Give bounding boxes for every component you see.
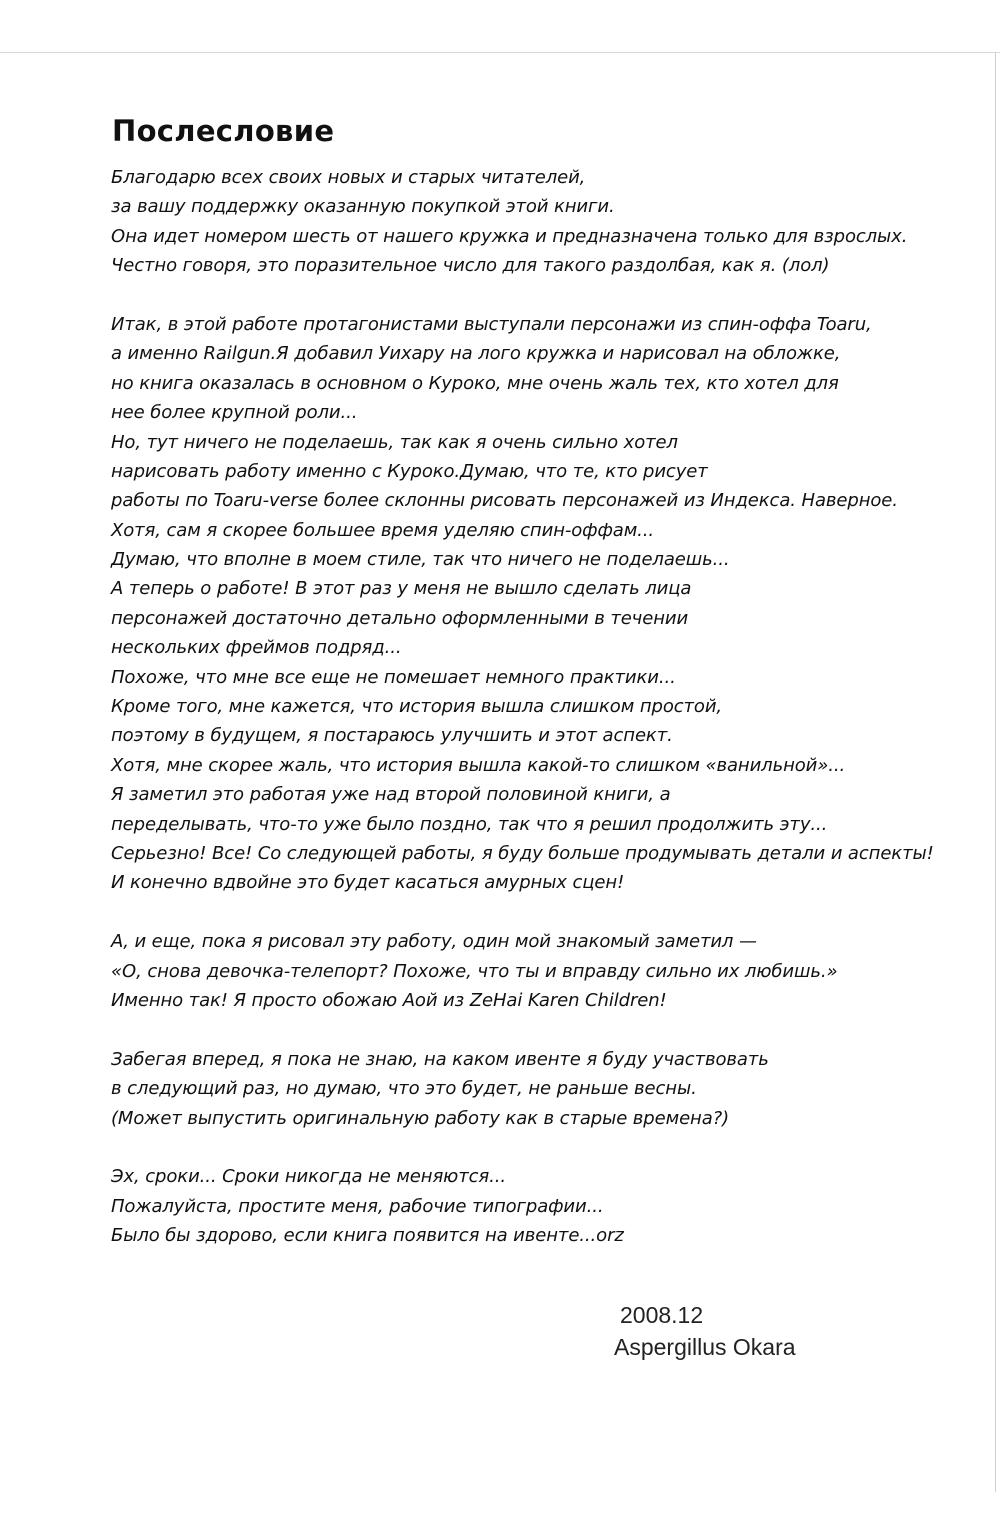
paragraph	[111, 927, 981, 1015]
paragraph-gap	[111, 1133, 981, 1162]
text-line: работы по Toaru-verse более склонны рисовать персонажей из Индекса. Наверное.	[111, 490, 898, 512]
signature-block	[614, 1299, 796, 1363]
text-line: Она идет номером шесть от нашего кружка и предназначена только для взрослых.	[111, 225, 908, 247]
paragraph-gap	[111, 281, 981, 310]
text-line: нескольких фреймов подряд...	[111, 637, 402, 659]
paragraph	[111, 1045, 981, 1133]
text-line: персонажей достаточно детально оформленными в течении	[111, 607, 689, 629]
paragraph	[111, 1162, 981, 1250]
page-right-edge	[995, 52, 996, 1492]
text-line: за вашу поддержку оказанную покупкой этой книги.	[111, 196, 615, 218]
text-line: Честно говоря, это поразительное число для такого раздолбая, как я. (лол)	[111, 255, 830, 277]
text-line: Но, тут ничего не поделаешь, так как я очень сильно хотел	[111, 431, 678, 453]
text-line: Именно так! Я просто обожаю Аой из ZeHai Karen Children!	[111, 989, 667, 1011]
text-line: А теперь о работе! В этот раз у меня не вышло сделать лица	[111, 578, 692, 600]
paragraph	[111, 163, 981, 281]
text-line: (Может выпустить оригинальную работу как в старые времена?)	[111, 1107, 730, 1129]
text-line: Благодарю всех своих новых и старых читателей,	[111, 167, 586, 188]
afterword-body	[111, 163, 981, 1250]
paragraph-gap	[111, 1015, 981, 1044]
text-line: Было бы здорово, если книга появится на ивенте...orz	[111, 1225, 624, 1247]
text-line: переделывать, что-то уже было поздно, так что я решил продолжить эту...	[111, 813, 828, 835]
text-line: поэтому в будущем, я постараюсь улучшить и этот аспект.	[111, 725, 673, 747]
page-title: Послесловие	[112, 114, 335, 148]
signature-date: 2008.12	[620, 1302, 704, 1328]
text-line: Думаю, что вполне в моем стиле, так что ничего не поделаешь...	[111, 549, 730, 571]
text-line: нее более крупной роли...	[111, 402, 358, 424]
text-line: в следующий раз, но думаю, что это будет, не раньше весны.	[111, 1078, 697, 1100]
text-line: «О, снова девочка-телепорт? Похоже, что ты и вправду сильно их любишь.»	[111, 960, 838, 982]
text-line: Итак, в этой работе протагонистами выступали персонажи из спин-оффа Toaru,	[111, 313, 872, 335]
text-line: Забегая вперед, я пока не знаю, на каком ивенте я буду участвовать	[111, 1048, 769, 1070]
paragraph	[111, 310, 981, 898]
text-line: Хотя, мне скорее жаль, что история вышла какой-то слишком «ванильной»...	[111, 754, 846, 776]
text-line: Я заметил это работая уже над второй половиной книги, а	[111, 784, 671, 806]
text-line: И конечно вдвойне это будет касаться амурных сцен!	[111, 872, 625, 894]
text-line: но книга оказалась в основном о Куроко, мне очень жаль тех, кто хотел для	[111, 372, 839, 394]
page-top-edge	[0, 52, 1000, 53]
text-line: А, и еще, пока я рисовал эту работу, один мой знакомый заметил —	[111, 931, 757, 953]
text-line: Пожалуйста, простите меня, рабочие типографии...	[111, 1195, 604, 1217]
text-line: Эх, сроки... Сроки никогда не меняются...	[111, 1166, 507, 1188]
text-line: а именно Railgun.Я добавил Уихару на лого кружка и нарисовал на обложке,	[111, 343, 841, 365]
text-line: Похоже, что мне все еще не помешает немного практики...	[111, 666, 676, 688]
paragraph-gap	[111, 898, 981, 927]
text-line: Серьезно! Все! Со следующей работы, я буду больше продумывать детали и аспекты!	[111, 842, 934, 864]
signature-name: Aspergillus Okara	[614, 1334, 796, 1360]
text-line: нарисовать работу именно с Куроко.Думаю, что те, кто рисует	[111, 460, 708, 482]
text-line: Кроме того, мне кажется, что история вышла слишком простой,	[111, 696, 723, 718]
text-line: Хотя, сам я скорее большее время уделяю спин-оффам...	[111, 519, 655, 541]
